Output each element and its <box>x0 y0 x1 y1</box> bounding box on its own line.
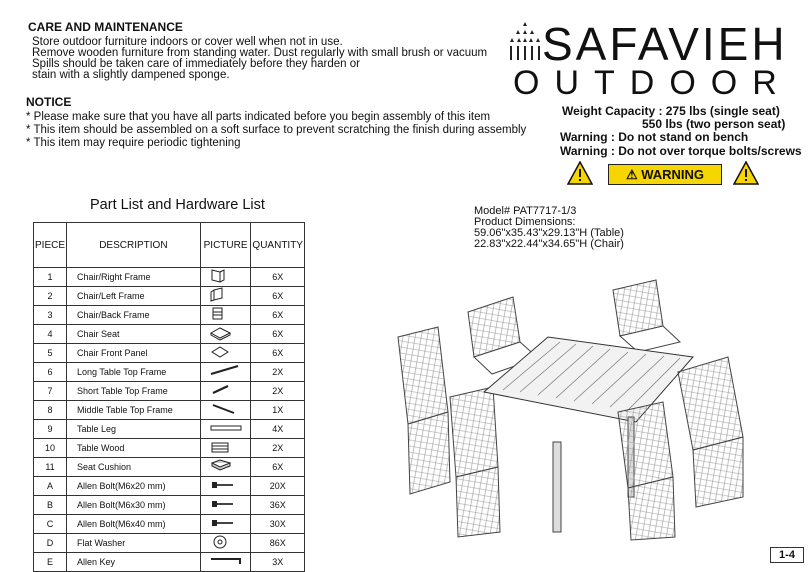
part-picture <box>200 306 251 325</box>
piece-id: 10 <box>34 439 67 458</box>
part-list-title: Part List and Hardware List <box>90 197 265 213</box>
table-row <box>34 496 305 515</box>
weight-capacity-two: 550 lbs (two person seat) <box>642 117 786 131</box>
table-row <box>34 553 305 572</box>
part-picture <box>200 287 251 306</box>
notice-line: * This item should be assembled on a soft surface to prevent scratching the finish during assembly <box>26 124 527 136</box>
warning-triangle-icon <box>733 161 759 185</box>
model-number: Model# PAT7717-1/3 <box>474 205 577 217</box>
part-picture <box>200 439 251 458</box>
front-panel-icon <box>210 344 242 360</box>
part-picture <box>200 363 251 382</box>
part-description: Middle Table Top Frame <box>67 401 201 420</box>
part-quantity: 6X <box>251 268 305 287</box>
long-frame-icon <box>210 363 242 379</box>
part-description: Allen Bolt(M6x30 mm) <box>67 496 201 515</box>
header-quantity: QUANTITY <box>251 223 305 268</box>
part-picture <box>200 420 251 439</box>
table-leg-icon <box>210 420 242 436</box>
piece-id: A <box>34 477 67 496</box>
part-picture <box>200 553 251 572</box>
part-quantity: 6X <box>251 287 305 306</box>
cushion-icon <box>210 458 242 474</box>
table-wood-icon <box>210 439 242 455</box>
table-row <box>34 382 305 401</box>
part-quantity: 6X <box>251 344 305 363</box>
part-description: Chair Seat <box>67 325 201 344</box>
brand-sub: OUTDOOR <box>513 64 792 102</box>
table-row <box>34 363 305 382</box>
part-picture <box>200 401 251 420</box>
notice-title: NOTICE <box>26 95 72 109</box>
part-description: Allen Key <box>67 553 201 572</box>
part-description: Table Wood <box>67 439 201 458</box>
allen-key-icon <box>210 553 242 569</box>
warning-triangle-icon <box>567 161 593 185</box>
piece-id: 2 <box>34 287 67 306</box>
piece-id: 5 <box>34 344 67 363</box>
part-quantity: 4X <box>251 420 305 439</box>
piece-id: 1 <box>34 268 67 287</box>
part-picture <box>200 458 251 477</box>
piece-id: 8 <box>34 401 67 420</box>
part-description: Chair Front Panel <box>67 344 201 363</box>
notice-line: * This item may require periodic tightening <box>26 137 241 149</box>
left-frame-icon <box>210 287 242 303</box>
part-description: Chair/Left Frame <box>67 287 201 306</box>
care-line: Spills should be taken care of immediately before they harden or <box>32 58 360 70</box>
table-row <box>34 325 305 344</box>
weight-capacity: Weight Capacity : 275 lbs (single seat) <box>562 104 780 118</box>
part-quantity: 20X <box>251 477 305 496</box>
part-picture <box>200 325 251 344</box>
part-quantity: 2X <box>251 439 305 458</box>
bolt-icon <box>210 496 242 512</box>
part-description: Chair/Back Frame <box>67 306 201 325</box>
part-quantity: 6X <box>251 458 305 477</box>
warning-bolts: Warning : Do not over torque bolts/screws <box>560 144 802 158</box>
parts-table <box>33 222 305 572</box>
table-row <box>34 458 305 477</box>
part-picture <box>200 268 251 287</box>
part-description: Short Table Top Frame <box>67 382 201 401</box>
middle-frame-icon <box>210 401 242 417</box>
warning-small-icon: ⚠ <box>625 167 638 182</box>
part-picture <box>200 477 251 496</box>
part-description: Long Table Top Frame <box>67 363 201 382</box>
table-row <box>34 534 305 553</box>
care-line: stain with a slightly dampened sponge. <box>32 69 230 81</box>
part-picture <box>200 515 251 534</box>
header-description: DESCRIPTION <box>67 223 201 268</box>
part-picture <box>200 496 251 515</box>
table-row <box>34 420 305 439</box>
piece-id: 9 <box>34 420 67 439</box>
part-quantity: 1X <box>251 401 305 420</box>
warning-badge <box>608 164 722 185</box>
piece-id: C <box>34 515 67 534</box>
table-dimensions: 59.06"x35.43"x29.13"H (Table) <box>474 227 624 239</box>
part-description: Chair/Right Frame <box>67 268 201 287</box>
piece-id: 3 <box>34 306 67 325</box>
back-frame-icon <box>210 306 242 322</box>
part-quantity: 86X <box>251 534 305 553</box>
part-picture <box>200 382 251 401</box>
brand-name: SAFAVIEH <box>542 18 788 70</box>
part-picture <box>200 344 251 363</box>
table-row <box>34 268 305 287</box>
part-quantity: 36X <box>251 496 305 515</box>
header-picture: PICTURE <box>200 223 251 268</box>
piece-id: 11 <box>34 458 67 477</box>
bolt-icon <box>210 515 242 531</box>
piece-id: B <box>34 496 67 515</box>
part-quantity: 2X <box>251 363 305 382</box>
brand-logo-icon <box>508 22 542 62</box>
care-line: Remove wooden furniture from standing water. Dust regularly with small brush or vacuum <box>32 47 488 59</box>
table-row <box>34 439 305 458</box>
part-quantity: 6X <box>251 325 305 344</box>
table-row <box>34 401 305 420</box>
piece-id: D <box>34 534 67 553</box>
care-line: Store outdoor furniture indoors or cover well when not in use. <box>32 36 343 48</box>
chair-dimensions: 22.83"x22.44"x34.65"H (Chair) <box>474 238 624 250</box>
part-quantity: 3X <box>251 553 305 572</box>
dimensions-label: Product Dimensions: <box>474 216 576 228</box>
part-quantity: 2X <box>251 382 305 401</box>
piece-id: 7 <box>34 382 67 401</box>
bolt-icon <box>210 477 242 493</box>
piece-id: 4 <box>34 325 67 344</box>
header-piece: PIECE <box>34 223 67 268</box>
piece-id: 6 <box>34 363 67 382</box>
table-row <box>34 515 305 534</box>
page-number: 1-4 <box>770 547 804 563</box>
washer-icon <box>210 534 242 550</box>
piece-id: E <box>34 553 67 572</box>
part-description: Seat Cushion <box>67 458 201 477</box>
dining-set-illustration <box>388 232 758 542</box>
table-row <box>34 306 305 325</box>
part-description: Flat Washer <box>67 534 201 553</box>
part-description: Allen Bolt(M6x20 mm) <box>67 477 201 496</box>
part-description: Allen Bolt(M6x40 mm) <box>67 515 201 534</box>
right-frame-icon <box>210 268 242 284</box>
warning-bench: Warning : Do not stand on bench <box>560 130 749 144</box>
table-row <box>34 344 305 363</box>
warning-badge-label: WARNING <box>641 167 705 182</box>
part-picture <box>200 534 251 553</box>
part-quantity: 30X <box>251 515 305 534</box>
part-quantity: 6X <box>251 306 305 325</box>
part-description: Table Leg <box>67 420 201 439</box>
table-row <box>34 287 305 306</box>
short-frame-icon <box>210 382 242 398</box>
seat-icon <box>210 325 242 341</box>
table-row <box>34 477 305 496</box>
care-title: CARE AND MAINTENANCE <box>28 20 183 34</box>
notice-line: * Please make sure that you have all parts indicated before you begin assembly of this item <box>26 111 491 123</box>
